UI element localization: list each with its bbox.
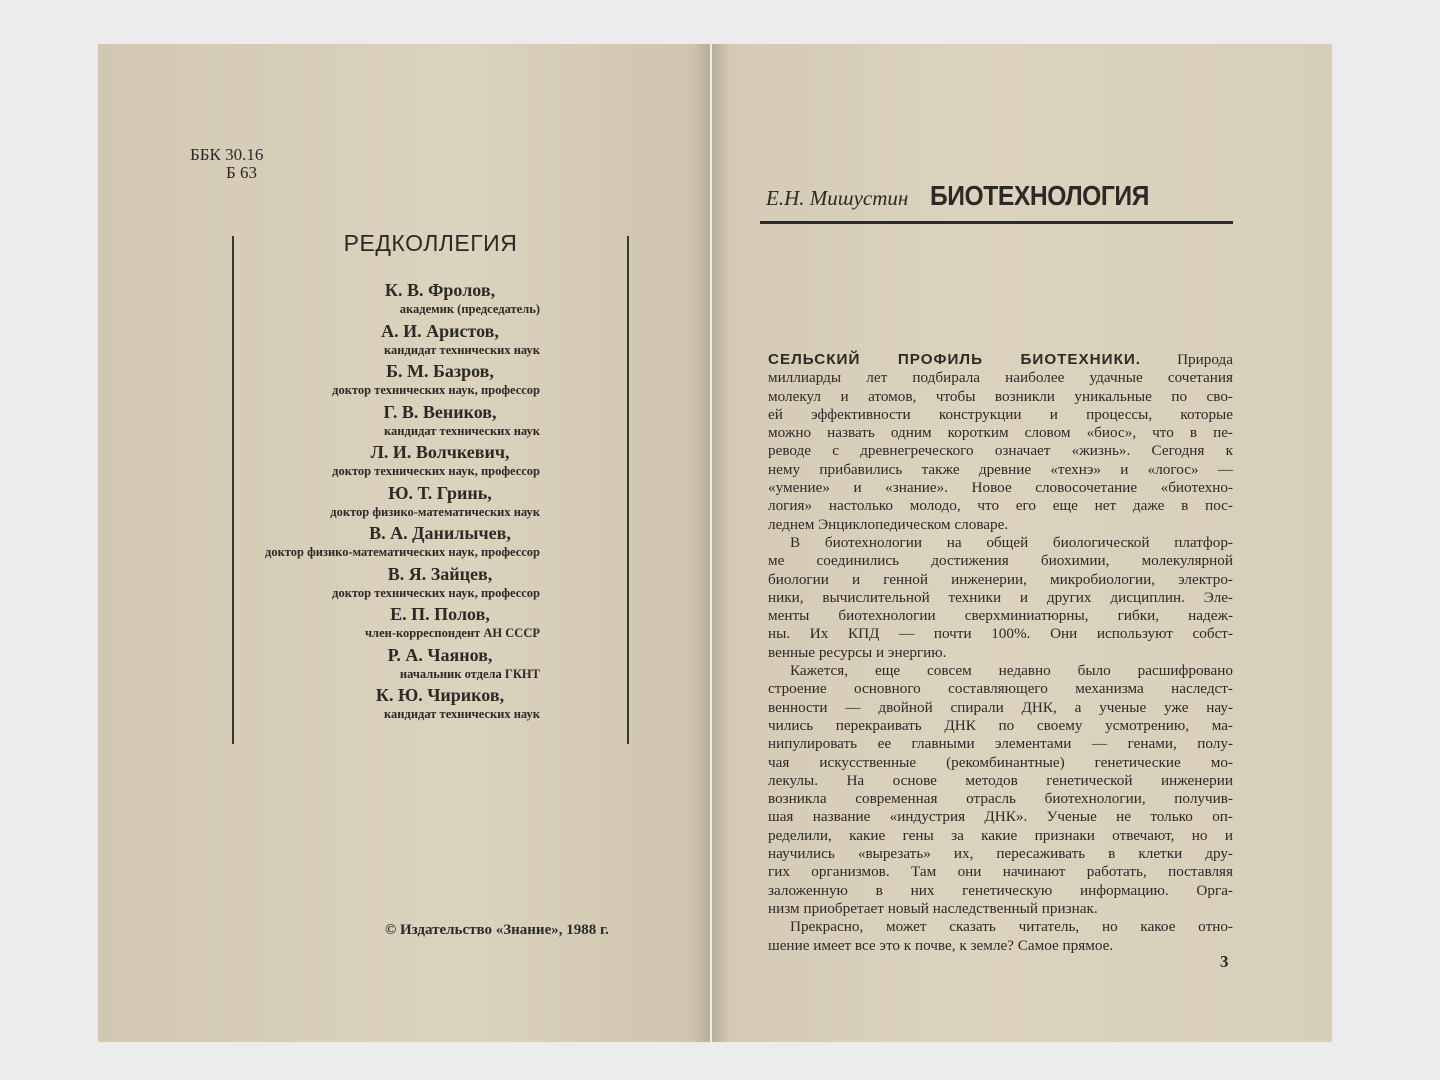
editor-title: кандидат технических наук: [384, 423, 540, 438]
editor-entry: [250, 564, 610, 601]
editor-name: Р. А. Чаянов,: [387, 644, 493, 665]
editor-title: доктор физико-математических наук: [330, 504, 540, 519]
text-line: [768, 351, 1233, 369]
text-fragment: Природа: [1177, 351, 1233, 368]
text-line: ме соединились достижения биохимии, молекулярной: [768, 552, 1233, 570]
text-line: венности — двойной спирали ДНК, а ученые уже нау-: [768, 698, 1233, 716]
text-line: шая название «индустрия ДНК». Ученые не только оп-: [768, 808, 1233, 826]
text-line: научились «вырезать» их, пересаживать в клетки дру-: [768, 845, 1233, 863]
editor-title: академик (председатель): [399, 302, 540, 316]
editor-entry: [250, 645, 610, 682]
editor-entry: [250, 604, 610, 641]
text-line: заложенную в них генетическую информацию. Орга-: [768, 881, 1233, 899]
library-index: Б 63: [226, 163, 258, 182]
editor-title: начальник отдела ГКНТ: [399, 666, 540, 681]
article-text: [768, 351, 1233, 955]
page-number: 3: [1220, 952, 1229, 971]
text-line: венные ресурсы и энергию.: [768, 643, 947, 661]
text-line: логия» настолько молодо, что его еще нет даже в пос-: [768, 497, 1233, 515]
text-line: гих организмов. Там они начинают работать, поставляя: [768, 863, 1233, 881]
editor-title: доктор технических наук, профессор: [332, 383, 540, 397]
text-line: миллиарды лет подбирала наиболее удачные сочетания: [768, 369, 1233, 387]
book-title: БИОТЕХНОЛОГИЯ: [930, 180, 1149, 211]
text-line: нипулировать ее главными элементами — генами, полу-: [768, 735, 1233, 753]
editor-title: доктор физико-математических наук, профессор: [265, 545, 540, 559]
copyright: © Издательство «Знание», 1988 г.: [385, 922, 609, 938]
editor-entry: [250, 442, 610, 479]
editor-name: В. Я. Зайцев,: [387, 563, 493, 584]
editor-title: кандидат технических наук: [384, 342, 540, 357]
editorial-board-heading: РЕДКОЛЛЕГИЯ: [343, 230, 518, 256]
editor-entry: [250, 361, 610, 398]
text-line: ределили, какие гены за какие признаки отвечают, но и: [768, 826, 1233, 844]
text-line: ей эффективности конструкции и процессы, которые: [768, 405, 1233, 423]
bbk-code: ББК 30.16: [190, 145, 264, 164]
text-line: менты биотехнологии сверхминиатюрны, гибки, надеж-: [768, 607, 1233, 625]
text-line: можно назвать одним коротким словом «биос», что в пе-: [768, 424, 1233, 442]
editor-entry: [250, 685, 610, 722]
text-line: чая искусственные (рекомбинантные) генетические мо-: [768, 753, 1233, 771]
editor-name: В. А. Данилычев,: [369, 523, 511, 543]
section-heading: СЕЛЬСКИЙ ПРОФИЛЬ БИОТЕХНИКИ.: [768, 351, 1141, 368]
editor-name: Ю. Т. Гринь,: [388, 482, 492, 503]
editor-name: Б. М. Базров,: [386, 361, 494, 381]
text-line: возникла современная отрасль биотехнологии, получив-: [768, 790, 1233, 808]
editor-entry: [250, 402, 610, 439]
text-line: ны. Их КПД — почти 100%. Они используют собст-: [768, 625, 1233, 643]
editor-name: К. Ю. Чириков,: [375, 685, 505, 705]
editor-name: Е. П. Полов,: [390, 604, 490, 624]
text-line: чились перекраивать ДНК по своему усмотрению, ма-: [768, 716, 1233, 734]
editor-title: доктор технических наук, профессор: [332, 585, 540, 600]
text-line: лекулы. На основе методов генетической инженерии: [768, 771, 1233, 789]
editor-title: доктор технических наук, профессор: [332, 464, 540, 478]
text-line: строение основного составляющего механизма наследст-: [768, 680, 1233, 698]
editor-name: К. В. Фролов,: [384, 280, 496, 300]
text-line: низм приобретает новый наследственный признак.: [768, 899, 1098, 917]
author-name: Е.Н. Мишустин: [766, 186, 909, 210]
text-line: шение имеет все это к почве, к земле? Самое прямое.: [768, 936, 1114, 954]
frame-line-left: [232, 236, 234, 744]
text-line: «умение» и «знание». Новое словосочетание «биотехно-: [768, 479, 1233, 497]
title-rule: [760, 221, 1233, 224]
text-line: В биотехнологии на общей биологической платфор-: [790, 533, 1233, 551]
text-line: реводе с древнегреческого означает «жизнь». Сегодня к: [768, 442, 1233, 460]
editor-entry: [250, 280, 610, 317]
text-line: ники, вычислительной техники и других дисциплин. Эле-: [768, 588, 1233, 606]
editor-entry: [250, 321, 610, 358]
text-line: биологии и генной инженерии, микробиологии, электро-: [768, 570, 1233, 588]
editor-entry: [250, 483, 610, 520]
text-line: молекул и атомов, чтобы возникли уникальные по сво-: [768, 387, 1233, 405]
text-line: леднем Энциклопедическом словаре.: [768, 515, 1009, 533]
editor-title: кандидат технических наук: [384, 707, 540, 721]
text-line: Прекрасно, может сказать читатель, но какое отно-: [790, 918, 1233, 936]
editor-name: Г. В. Веников,: [383, 401, 497, 422]
editor-title: член-корреспондент АН СССР: [365, 626, 540, 640]
text-line: Кажется, еще совсем недавно было расшифровано: [790, 662, 1233, 680]
editor-entry: [250, 523, 610, 560]
text-line: нему прибавились также древние «технэ» и «логос» —: [768, 460, 1233, 478]
editor-name: А. И. Аристов,: [381, 320, 499, 341]
frame-line-right: [627, 236, 629, 744]
editor-name: Л. И. Волчкевич,: [370, 442, 510, 462]
